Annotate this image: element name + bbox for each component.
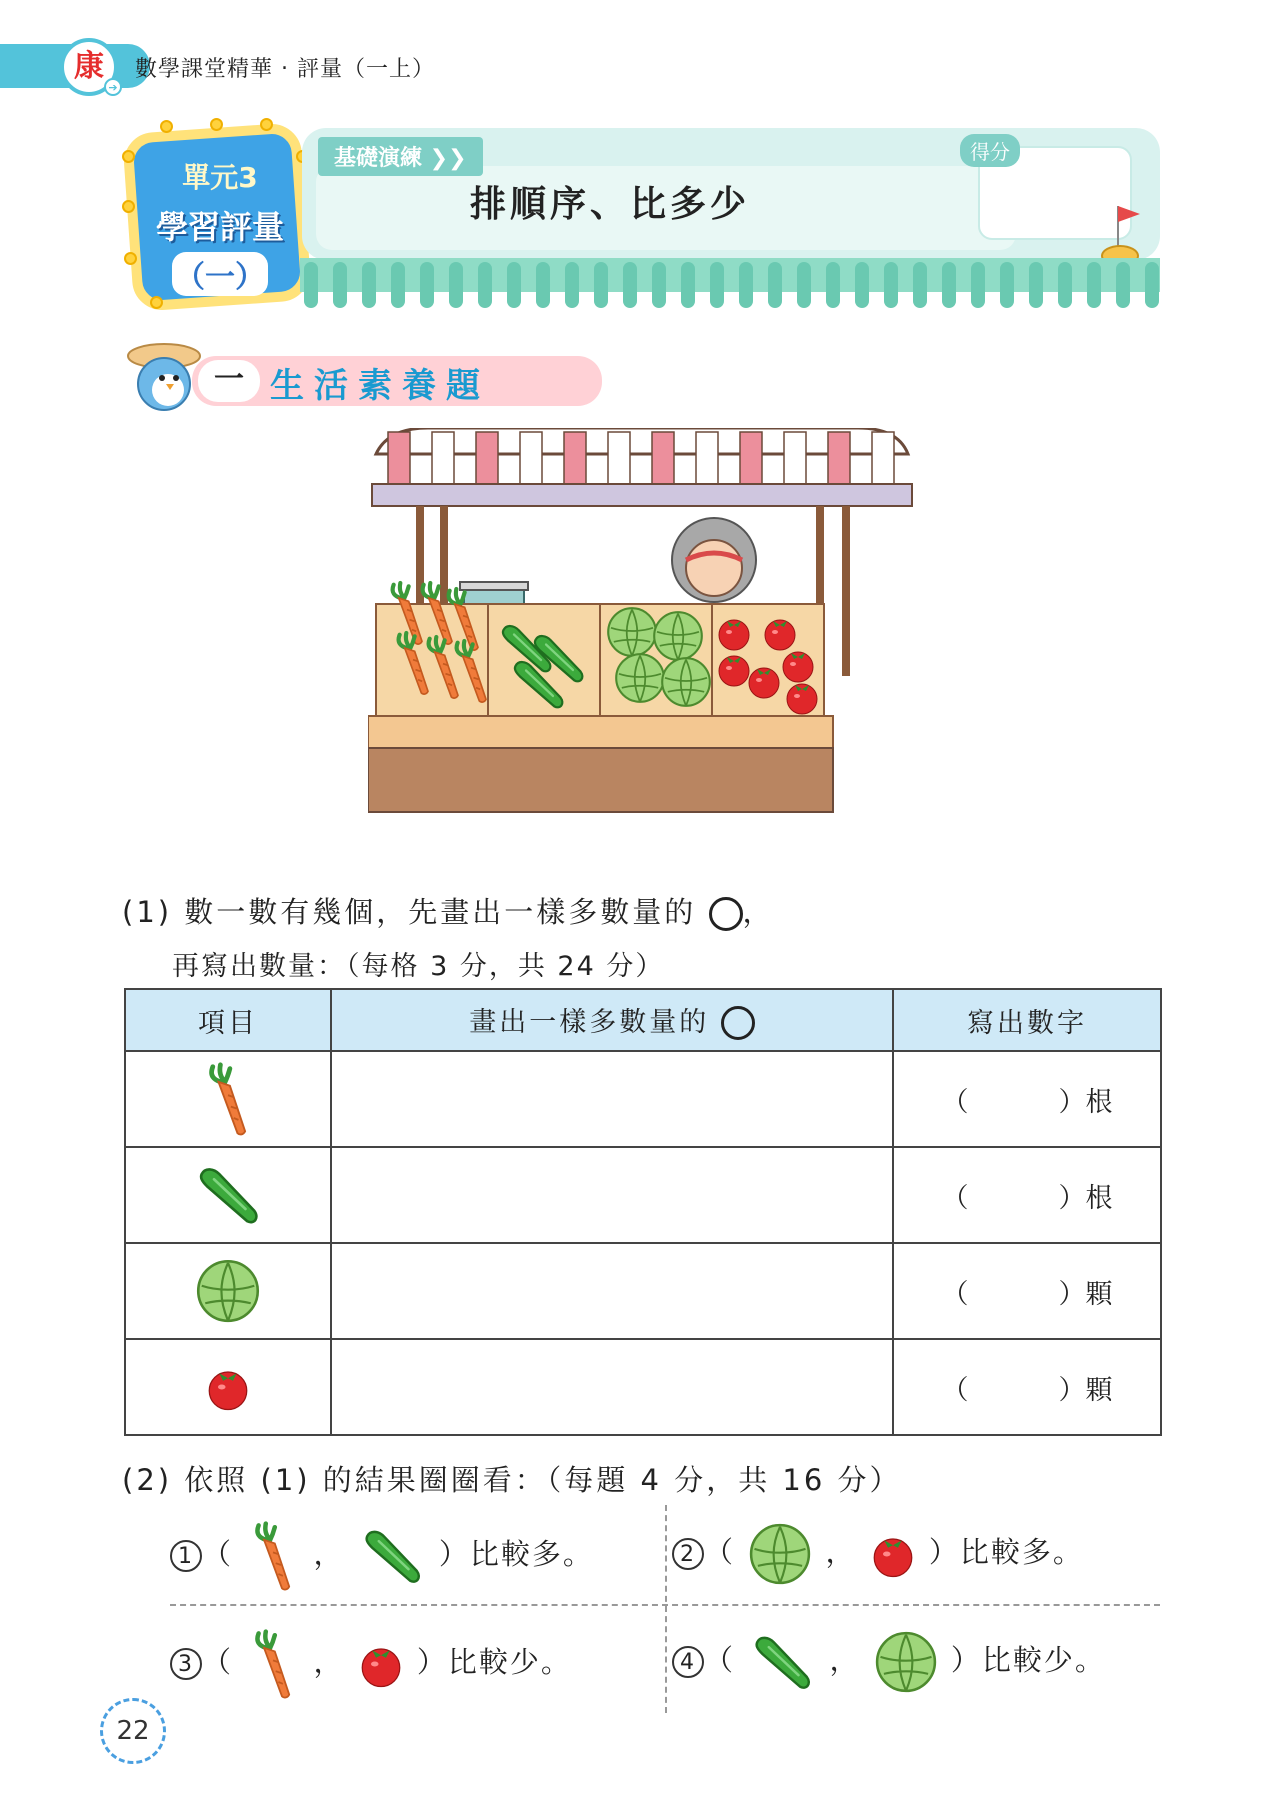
column-header-draw: 畫出一樣多數量的 [331, 989, 893, 1051]
question-1-prompt: (1) 數一數有幾個，先畫出一樣多數量的 ， [122, 895, 775, 929]
bulb-dot [150, 296, 163, 309]
unit-part: （一） [172, 252, 268, 296]
table-header-row [125, 989, 1161, 1051]
column-header-number: 寫出數字 [893, 989, 1161, 1051]
item-cell [125, 1243, 331, 1339]
item-number: 2 [672, 1538, 704, 1570]
awning-stripe [797, 262, 811, 308]
stall-awning-stripe [564, 432, 586, 491]
awning-stripe [594, 262, 608, 308]
carrot-icon[interactable] [244, 1520, 302, 1592]
awning-stripe [362, 262, 376, 308]
awning-stripe [478, 262, 492, 308]
draw-area[interactable] [331, 1243, 893, 1339]
stall-awning-stripe [784, 432, 806, 491]
compare-item-4[interactable]: 4 （ ， ）比較少。 [672, 1628, 1106, 1696]
item-number: 4 [672, 1646, 704, 1678]
awning-stripe [855, 262, 869, 308]
awning-stripe [1087, 262, 1101, 308]
awning-stripe [1145, 262, 1159, 308]
bulb-dot [122, 150, 135, 163]
carrot-icon [198, 1061, 258, 1137]
question-2-prompt: (2) 依照 (1) 的結果圈圈看：（每題 4 分，共 16 分） [122, 1463, 902, 1497]
divider-horizontal [170, 1604, 1160, 1606]
counting-table [124, 988, 1162, 1436]
item-cell [125, 1147, 331, 1243]
practice-tag: 基礎演練 ❯❯ [318, 137, 483, 176]
awning-stripe [971, 262, 985, 308]
section-title: 生活素養題 [270, 366, 490, 406]
awning-stripe [1029, 262, 1043, 308]
banner-awning [300, 258, 1160, 314]
bulb-dot [260, 118, 273, 131]
compare-item-2[interactable]: 2 （ ， ）比較多。 [672, 1520, 1084, 1588]
bulb-dot [124, 252, 137, 265]
publisher-logo: 康 [60, 38, 118, 96]
table-row [125, 1051, 1161, 1147]
awning-stripe [1116, 262, 1130, 308]
unit-number: 單元3 [182, 161, 258, 194]
item-number: 3 [170, 1648, 202, 1680]
carrot-icon[interactable] [244, 1628, 302, 1700]
unit-subtitle: 學習評量 [155, 208, 284, 246]
tomato-icon[interactable] [356, 1639, 406, 1689]
circle-symbol-icon [721, 1006, 755, 1040]
tomato-icon[interactable] [868, 1529, 918, 1579]
awning-stripe [1058, 262, 1072, 308]
stall-awning-stripe [608, 432, 630, 491]
awning-stripe [623, 262, 637, 308]
bulb-dot [210, 118, 223, 131]
stall-awning-stripe [872, 432, 894, 491]
cabbage-icon[interactable] [746, 1520, 814, 1588]
lesson-title: 排順序、比多少 [470, 184, 751, 225]
stall-awning-stripe [476, 432, 498, 491]
book-title: 數學課堂精華 ‧ 評量（一上） [135, 57, 435, 82]
compare-item-1[interactable]: 1 （ ， ）比較多。 [170, 1520, 594, 1592]
awning-stripe [391, 262, 405, 308]
count-answer[interactable]: （ ）根 [893, 1051, 1161, 1147]
stall-awning-stripe [828, 432, 850, 491]
circle-symbol-icon [709, 897, 743, 931]
item-cell [125, 1051, 331, 1147]
cucumber-icon [193, 1160, 263, 1230]
count-answer[interactable]: （ ）根 [893, 1147, 1161, 1243]
count-answer[interactable]: （ ）顆 [893, 1243, 1161, 1339]
awning-stripe [449, 262, 463, 308]
draw-area[interactable] [331, 1147, 893, 1243]
stall-awning-stripe [388, 432, 410, 491]
awning-stripe [942, 262, 956, 308]
stall-awning-stripe [696, 432, 718, 491]
bulb-dot [122, 200, 135, 213]
stall-awning-stripe [520, 432, 542, 491]
table-row [125, 1339, 1161, 1435]
score-label: 得分 [960, 134, 1020, 167]
draw-area[interactable] [331, 1051, 893, 1147]
awning-stripe [884, 262, 898, 308]
stall-awning-stripe [652, 432, 674, 491]
cabbage-icon [193, 1256, 263, 1326]
cucumber-icon[interactable] [746, 1629, 818, 1695]
market-stall-illustration [368, 428, 916, 876]
arrow-icon: ➔ [104, 78, 122, 96]
item-number: 1 [170, 1540, 202, 1572]
compare-item-3[interactable]: 3 （ ， ）比較少。 [170, 1628, 572, 1700]
divider-vertical [665, 1505, 667, 1713]
awning-stripe [1000, 262, 1014, 308]
cucumber-icon[interactable] [356, 1523, 428, 1589]
question-1-instructions: 再寫出數量：（每格 3 分，共 24 分） [172, 951, 665, 982]
awning-stripe [681, 262, 695, 308]
penguin-mascot-icon [122, 340, 202, 414]
awning-stripe [739, 262, 753, 308]
awning-stripe [768, 262, 782, 308]
awning-stripe [536, 262, 550, 308]
awning-stripe [565, 262, 579, 308]
awning-stripe [333, 262, 347, 308]
cabbage-icon[interactable] [872, 1628, 940, 1696]
table-row [125, 1147, 1161, 1243]
table-row [125, 1243, 1161, 1339]
item-cell [125, 1339, 331, 1435]
tomato-icon [203, 1362, 253, 1412]
stall-awning-stripe [432, 432, 454, 491]
awning-stripe [420, 262, 434, 308]
awning-stripe [304, 262, 318, 308]
section-number: 一 [198, 360, 260, 402]
awning-stripe [507, 262, 521, 308]
bulb-dot [160, 120, 173, 133]
awning-stripe [913, 262, 927, 308]
page-number: 22 [100, 1698, 166, 1764]
count-answer[interactable]: （ ）顆 [893, 1339, 1161, 1435]
unit-label [150, 156, 290, 296]
awning-stripe [652, 262, 666, 308]
awning-stripe [826, 262, 840, 308]
awning-stripe [710, 262, 724, 308]
column-header-item: 項目 [125, 989, 331, 1051]
stall-awning-stripe [740, 432, 762, 491]
draw-area[interactable] [331, 1339, 893, 1435]
